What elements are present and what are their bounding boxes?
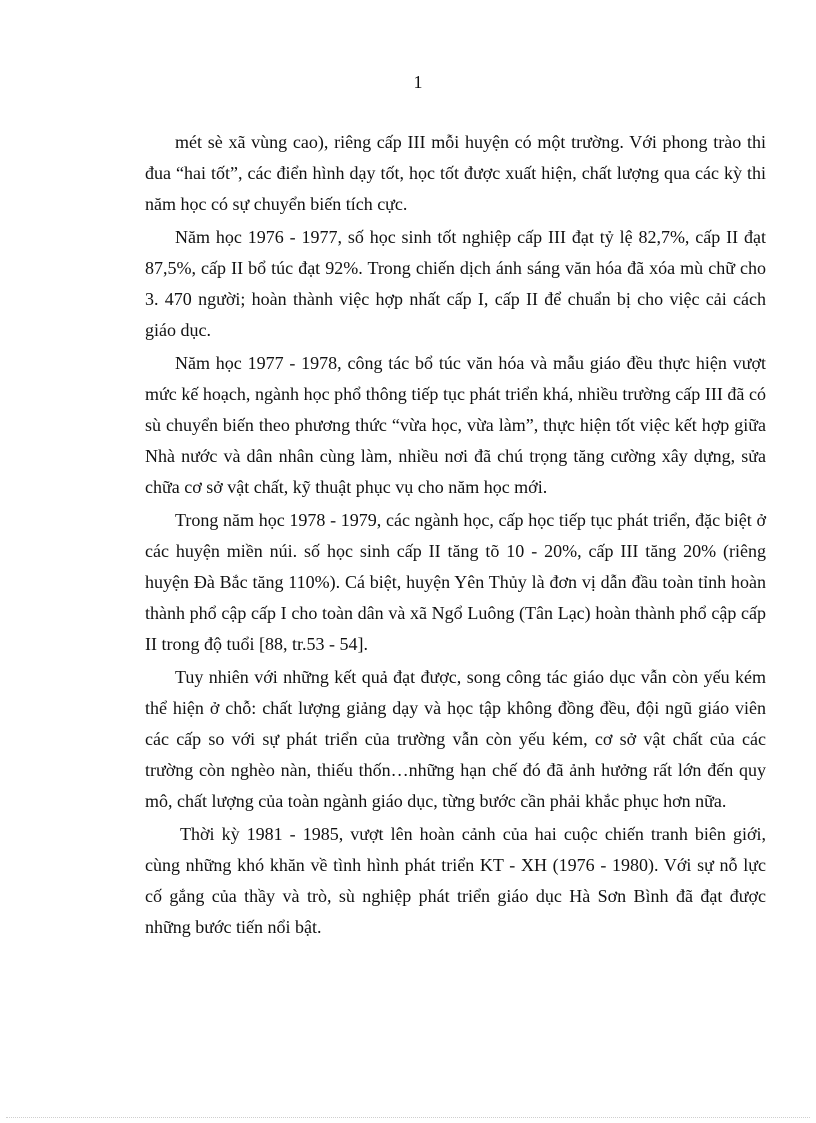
page-bottom-border — [6, 1117, 810, 1118]
paragraph-1977-1978: Năm học 1977 - 1978, công tác bổ túc văn hóa và mẫu giáo đều thực hiện vượt mức kế hoạch, ngành học phổ thông tiếp tục phát triển khá, nhiều trường cấp III đã có sù chuyển biến theo phương thức “vừa học, vừa làm”, thực hiện tốt việc kết hợp giữa Nhà nước và dân nhân cùng làm, nhiều nơi đã chú trọng tăng cường xây dựng, sửa chữa cơ sở vật chất, kỹ thuật phục vụ cho năm học mới. — [145, 353, 766, 497]
body-text — [145, 127, 766, 945]
page-number: 1 — [413, 72, 423, 92]
paragraph-1976-1977: Năm học 1976 - 1977, số học sinh tốt nghiệp cấp III đạt tỷ lệ 82,7%, cấp II đạt 87,5%, cấp II bổ túc đạt 92%. Trong chiến dịch ánh sáng văn hóa đã xóa mù chữ cho 3. 470 người; hoàn thành việc hợp nhất cấp I, cấp II để chuẩn bị cho việc cải cách giáo dục. — [145, 227, 766, 340]
paragraph-1978-1979: Trong năm học 1978 - 1979, các ngành học, cấp học tiếp tục phát triển, đặc biệt ở các huyện miền núi. số học sinh cấp II tăng tõ 10 - 20%, cấp III tăng 20% (riêng huyện Đà Bắc tăng 110%). Cá biệt, huyện Yên Thủy là đơn vị dẫn đầu toàn tỉnh hoàn thành phổ cập cấp I cho toàn dân và xã Ngổ Luông (Tân Lạc) hoàn thành phổ cập cấp II trong độ tuổi [88, tr.53 - 54]. — [145, 510, 766, 654]
paragraph-continuation: mét sè xã vùng cao), riêng cấp III mỗi huyện có một trường. Với phong trào thi đua “hai tốt”, các điển hình dạy tốt, học tốt được xuất hiện, chất lượng qua các kỳ thi năm học có sự chuyển biến tích cực. — [145, 132, 766, 214]
paragraph-limitations: Tuy nhiên với những kết quả đạt được, song công tác giáo dục vẫn còn yếu kém thể hiện ở chỗ: chất lượng giảng dạy và học tập không đồng đều, đội ngũ giáo viên các cấp so với sự phát triển của trường vẫn còn yếu kém, cơ sở vật chất của các trường còn nghèo nàn, thiếu thốn…những hạn chế đó đã ảnh hưởng rất lớn đến quy mô, chất lượng của toàn ngành giáo dục, từng bước cần phải khắc phục hơn nữa. — [145, 667, 766, 811]
paragraph-1981-1985: Thời kỳ 1981 - 1985, vượt lên hoàn cảnh của hai cuộc chiến tranh biên giới, cùng những khó khăn về tình hình phát triển KT - XH (1976 - 1980). Với sự nỗ lực cố gắng của thầy và trò, sù nghiệp phát triển giáo dục Hà Sơn Bình đã đạt được những bước tiến nổi bật. — [145, 824, 766, 937]
